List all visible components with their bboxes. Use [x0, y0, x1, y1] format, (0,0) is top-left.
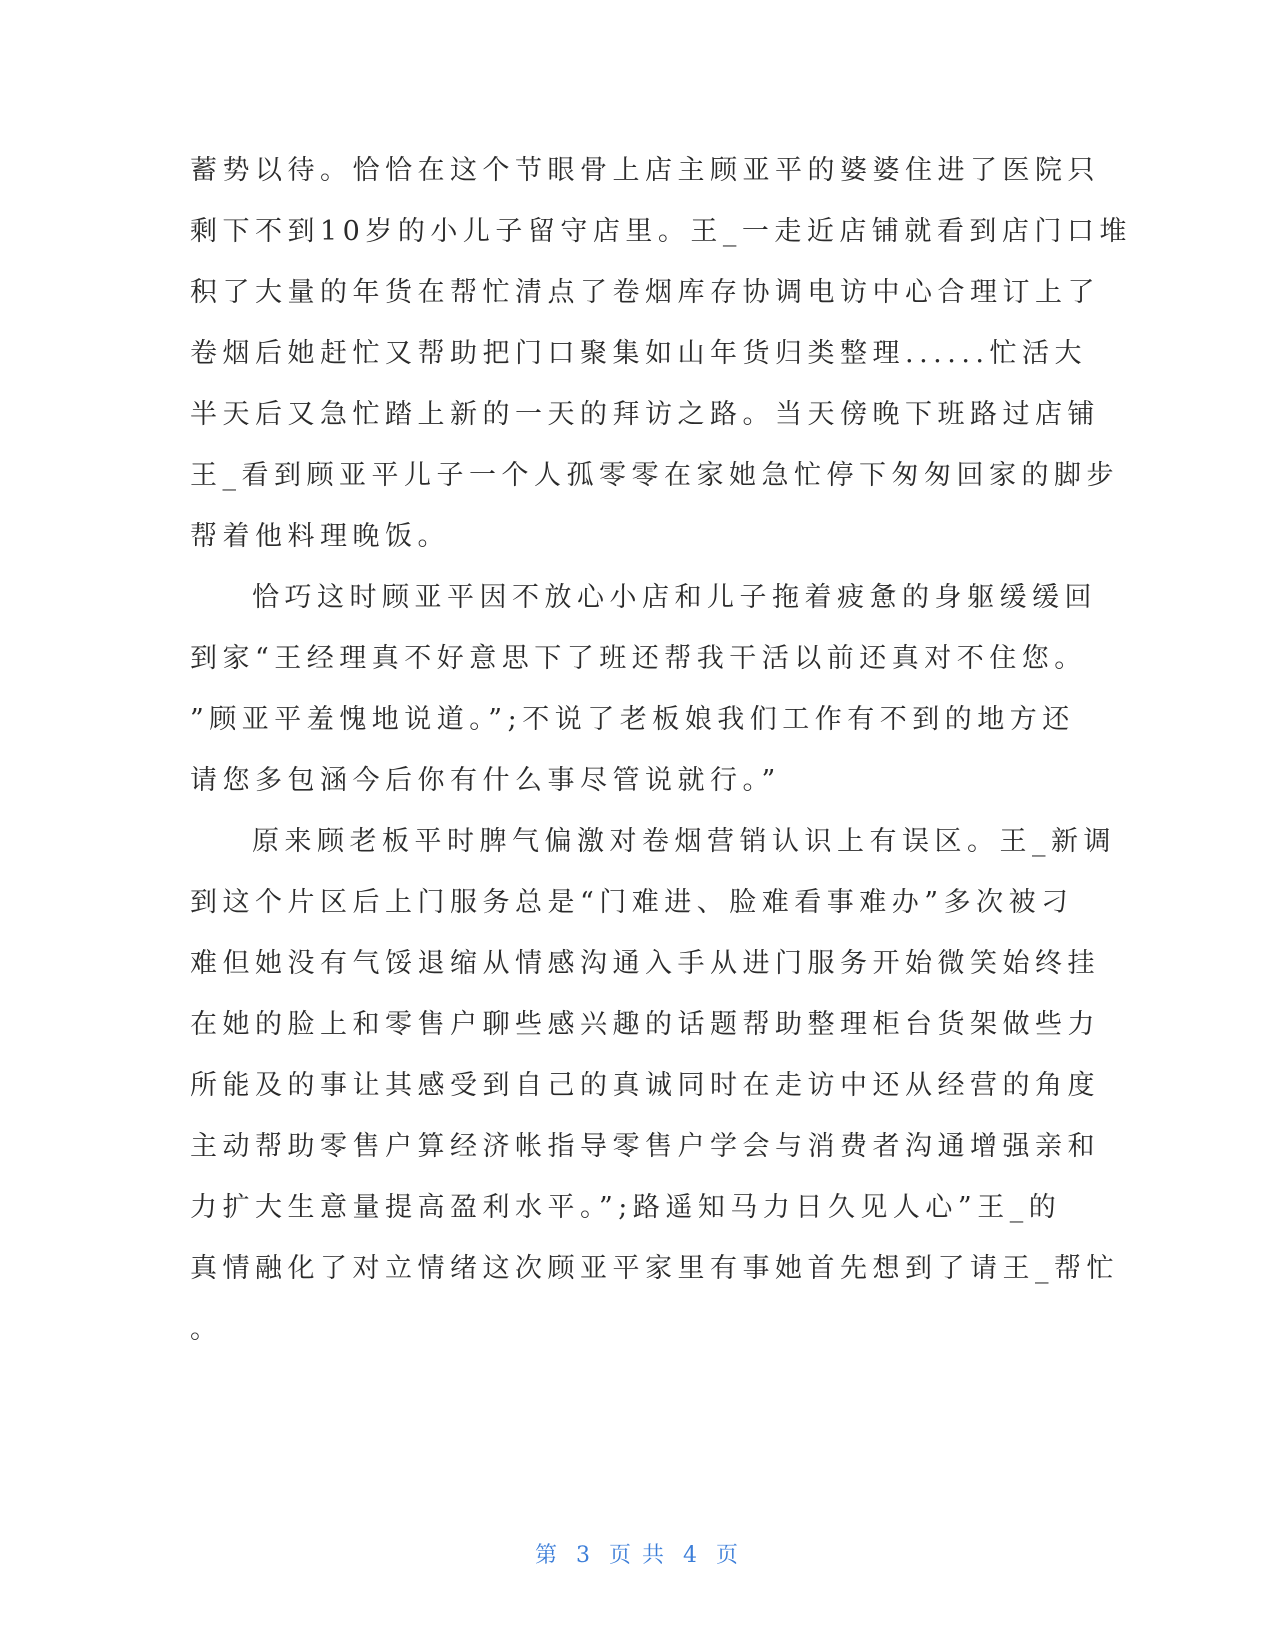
text-line: 卷烟后她赶忙又帮助把门口聚集如山年货归类整理......忙活大 — [190, 338, 1087, 369]
current-page-number: 3 — [576, 1543, 592, 1568]
text-line: 到这个片区后上门服务总是“门难进、脸难看事难办”多次被刁 — [190, 887, 1074, 918]
paragraph-first-line: 原来顾老板平时脾气偏激对卷烟营销认识上有误区。王_新调 — [252, 826, 1116, 857]
footer-prefix: 第 — [534, 1543, 559, 1568]
text-line: 力扩大生意量提高盈利水平。”;路遥知马力日久见人心”王_的 — [190, 1192, 1062, 1223]
paragraph-first-line: 恰巧这时顾亚平因不放心小店和儿子拖着疲惫的身躯缓缓回 — [252, 582, 1097, 613]
footer-middle: 页 共 — [609, 1543, 666, 1568]
text-line: 难但她没有气馁退缩从情感沟通入手从进门服务开始微笑始终挂 — [190, 948, 1100, 979]
document-body — [190, 140, 1132, 1360]
text-line: 。 — [190, 1314, 223, 1345]
text-line: 王_看到顾亚平儿子一个人孤零零在家她急忙停下匆匆回家的脚步 — [190, 460, 1119, 491]
text-line: 到家“王经理真不好意思下了班还帮我干活以前还真对不住您。 — [190, 643, 1087, 674]
text-line: 真情融化了对立情绪这次顾亚平家里有事她首先想到了请王_帮忙 — [190, 1253, 1119, 1284]
text-line: 在她的脸上和零售户聊些感兴趣的话题帮助整理柜台货架做些力 — [190, 1009, 1100, 1040]
text-line: 请您多包涵今后你有什么事尽管说就行。” — [190, 765, 781, 796]
total-pages-number: 4 — [683, 1543, 699, 1568]
text-line: 帮着他料理晚饭。 — [190, 521, 450, 552]
text-line: 半天后又急忙踏上新的一天的拜访之路。当天傍晚下班路过店铺 — [190, 399, 1100, 430]
footer-suffix: 页 — [716, 1543, 741, 1568]
page-footer — [0, 1538, 1275, 1569]
text-line: 主动帮助零售户算经济帐指导零售户学会与消费者沟通增强亲和 — [190, 1131, 1100, 1162]
text-line: 所能及的事让其感受到自己的真诚同时在走访中还从经营的角度 — [190, 1070, 1100, 1101]
text-line: 剩下不到10岁的小儿子留守店里。王_一走近店铺就看到店门口堆 — [190, 216, 1132, 247]
text-line: ”顾亚平羞愧地说道。”;不说了老板娘我们工作有不到的地方还 — [190, 704, 1075, 735]
text-line: 蓄势以待。恰恰在这个节眼骨上店主顾亚平的婆婆住进了医院只 — [190, 155, 1100, 186]
text-line: 积了大量的年货在帮忙清点了卷烟库存协调电访中心合理订上了 — [190, 277, 1100, 308]
